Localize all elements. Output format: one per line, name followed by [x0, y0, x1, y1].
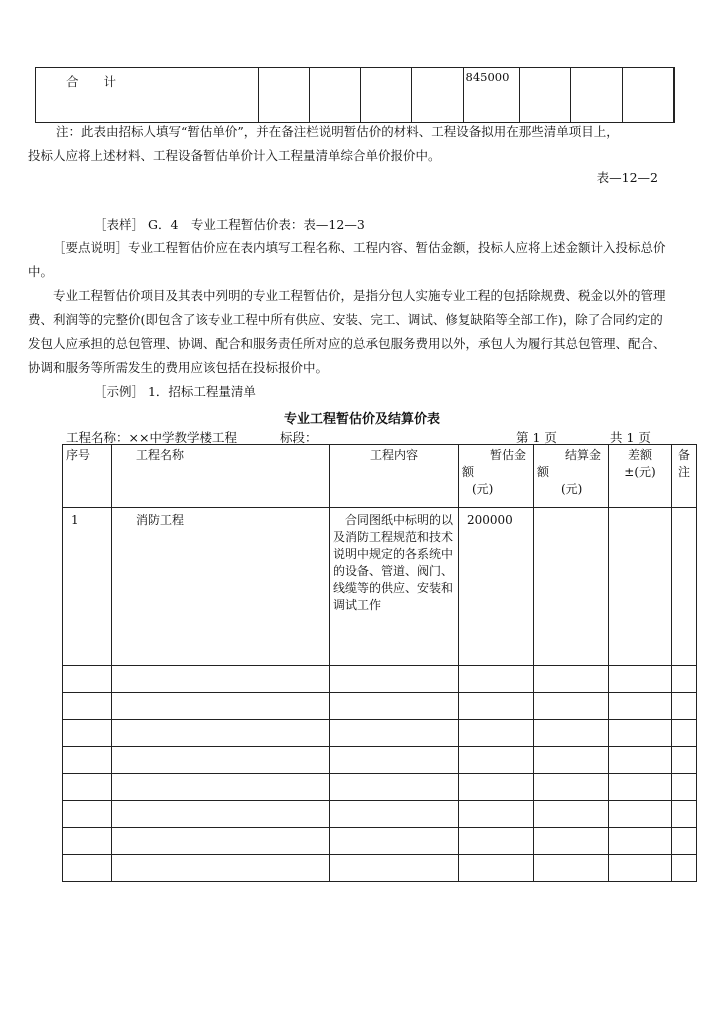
table-row	[63, 774, 697, 801]
total-label-cell	[36, 68, 259, 123]
empty-cell	[258, 68, 309, 123]
header-diff-a: 差额	[627, 448, 652, 462]
table-row	[63, 720, 697, 747]
table-row	[63, 828, 697, 855]
empty-cell	[674, 68, 675, 123]
header-estimate-a: 暂估金	[489, 448, 526, 462]
header-row	[63, 445, 697, 508]
note-block	[28, 120, 668, 168]
note-line-2: 投标人应将上述材料、工程设备暂估单价计入工程量清单综合单价报价中。	[28, 148, 441, 163]
row1-remark	[672, 508, 697, 666]
section-heading: ［表样］ G．4 专业工程暂估价表：表—12—3	[94, 217, 365, 232]
total-pages: 共 1 页	[610, 430, 651, 445]
estimate-table	[62, 444, 697, 882]
header-settle-a: 结算金	[564, 448, 601, 462]
note-line-1: 注：此表由招标人填写“暂估单价”，并在备注栏说明暂估价的材料、工程设备拟用在那些清单项目上，	[56, 124, 619, 139]
table-row	[63, 855, 697, 882]
header-estimate-c: (元)	[472, 482, 494, 496]
header-settle	[534, 445, 609, 508]
example-label: ［示例］ 1．招标工程量清单	[94, 384, 256, 399]
header-content: 工程内容	[330, 445, 459, 508]
total-amount: 845000	[465, 70, 510, 84]
header-diff	[609, 445, 672, 508]
empty-cell	[520, 68, 571, 123]
section-label: 标段：	[280, 430, 318, 445]
header-estimate	[459, 445, 534, 508]
page-number: 第 1 页	[516, 430, 557, 445]
table-row	[63, 666, 697, 693]
key-points-text: ［要点说明］专业工程暂估价应在表内填写工程名称、工程内容、暂估金额，投标人应将上述金额计入投标总价中。	[28, 240, 666, 279]
table-ref: 表—12—2	[596, 170, 658, 185]
empty-cell	[571, 68, 622, 123]
table-row	[63, 747, 697, 774]
row1-diff	[609, 508, 672, 666]
row1-name: 消防工程	[112, 508, 330, 666]
header-remark: 备注	[672, 445, 697, 508]
total-label: 合 计	[66, 74, 117, 89]
row1-no: 1	[63, 508, 112, 666]
header-settle-b: 额	[537, 465, 550, 479]
total-amount-cell	[463, 68, 520, 123]
empty-cell	[361, 68, 412, 123]
header-diff-b: ±(元)	[624, 465, 656, 479]
table-row	[63, 508, 697, 666]
project-name: 工程名称：××中学教学楼工程	[66, 430, 237, 445]
empty-cell	[622, 68, 673, 123]
summary-table	[35, 67, 675, 123]
header-name: 工程名称	[112, 445, 330, 508]
empty-cell	[309, 68, 360, 123]
paragraph-1: 专业工程暂估价项目及其表中列明的专业工程暂估价，是指分包人实施专业工程的包括除规费、税金以外的管理费、利润等的完整价(即包含了该专业工程中所有供应、安装、完工、调试、修复缺陷等全部工作)，除了合同约定的发包人应承担的总包管理、协调、配合和服务责任所对应的总承包服务费用以外，承包人为履行其总包管理、配合、协调和服务等所需发生的费用应该包括在投标报价中。	[28, 288, 666, 375]
row1-estimate: 200000	[459, 508, 534, 666]
row1-settle	[534, 508, 609, 666]
row1-content: 合同图纸中标明的以及消防工程规范和技术说明中规定的各系统中的设备、管道、阀门、线缆等的供应、安装和调试工作	[330, 508, 459, 666]
table-row	[63, 801, 697, 828]
form-title: 专业工程暂估价及结算价表	[283, 412, 440, 427]
empty-cell	[412, 68, 463, 123]
header-estimate-b: 额	[462, 465, 475, 479]
header-no: 序号	[63, 445, 112, 508]
header-settle-c: (元)	[561, 482, 583, 496]
key-points	[28, 236, 668, 404]
table-row	[63, 693, 697, 720]
